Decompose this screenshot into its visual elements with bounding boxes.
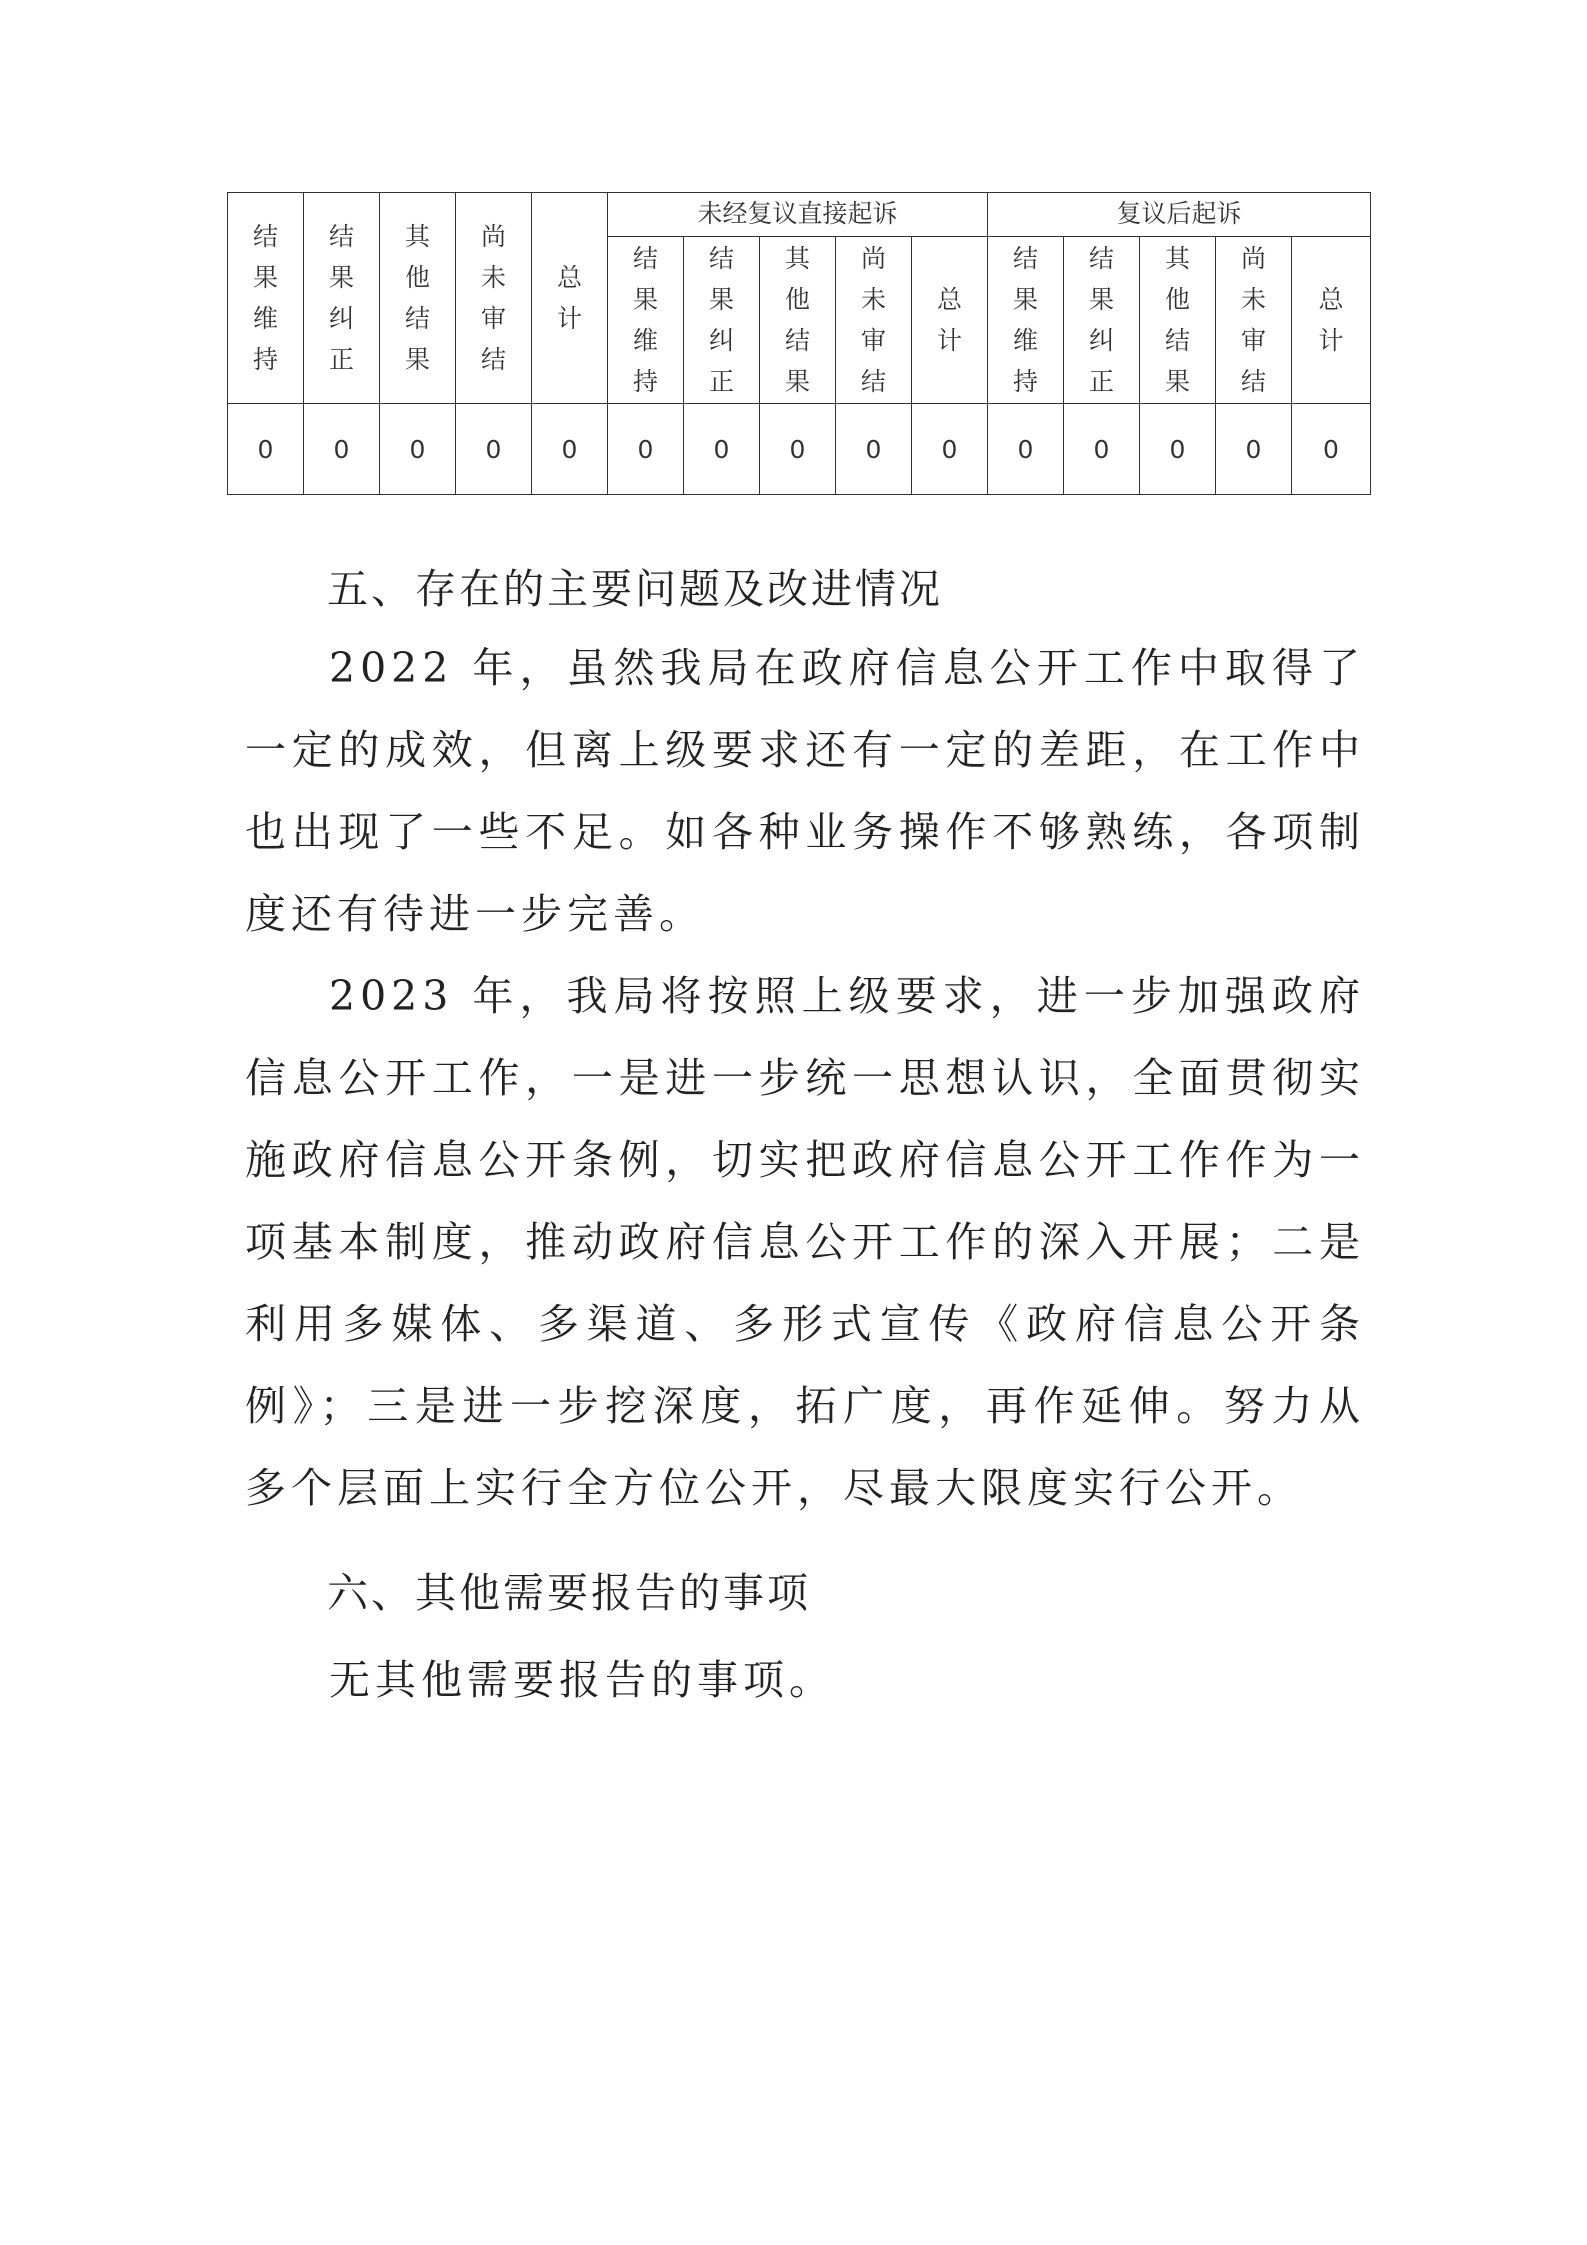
table-header-row: [228, 193, 1371, 237]
section-5-heading: 五、存在的主要问题及改进情况: [327, 565, 943, 613]
table-header-cell: 总计: [912, 236, 988, 403]
section-5-paragraph-2: 2023 年，我局将按照上级要求，进一步加强政府信息公开工作，一是进一步统一思想认识，全面贯彻实施政府信息公开条例，切实把政府信息公开工作作为一项基本制度，推动政府信息公开工作的深入开展；二是利用多媒体、多渠道、多形式宣传《政府信息公开条例》；三是进一步挖深度，拓广度，再作延伸。努力从多个层面上实行全方位公开，尽最大限度实行公开。: [245, 972, 1365, 1512]
table-header-cell: 结果维持: [608, 236, 684, 403]
table-cell: 0: [1064, 404, 1140, 495]
table-cell: 0: [608, 404, 684, 495]
table-cell: 0: [456, 404, 532, 495]
group-header-suit-after-review: 复议后起诉: [988, 193, 1371, 237]
table-cell: 0: [684, 404, 760, 495]
table-header-cell: 总计: [1292, 236, 1371, 403]
table-cell: 0: [304, 404, 380, 495]
table-header-cell: 尚未审结: [456, 193, 532, 404]
table-cell: 0: [1140, 404, 1216, 495]
table-cell: 0: [988, 404, 1064, 495]
table-cell: 0: [912, 404, 988, 495]
table-header-cell: 其他结果: [1140, 236, 1216, 403]
litigation-stats-table: [227, 192, 1371, 495]
table-cell: 0: [380, 404, 456, 495]
table-header-cell: 结果维持: [228, 193, 304, 404]
table-cell: 0: [760, 404, 836, 495]
table-header-cell: 其他结果: [760, 236, 836, 403]
table-cell: 0: [836, 404, 912, 495]
group-header-direct-suit: 未经复议直接起诉: [608, 193, 988, 237]
table-cell: 0: [228, 404, 304, 495]
table-row: [228, 404, 1371, 495]
table-header-cell: 结果纠正: [684, 236, 760, 403]
section-6-paragraph: 无其他需要报告的事项。: [329, 1656, 835, 1704]
table-header-cell: 结果维持: [988, 236, 1064, 403]
table-header-cell: 尚未审结: [836, 236, 912, 403]
table-cell: 0: [1216, 404, 1292, 495]
table-header-cell: 其他结果: [380, 193, 456, 404]
section-5-paragraph-1: 2022 年，虽然我局在政府信息公开工作中取得了一定的成效，但离上级要求还有一定的差距，在工作中也出现了一些不足。如各种业务操作不够熟练，各项制度还有待进一步完善。: [245, 644, 1365, 938]
table-header-cell: 结果纠正: [304, 193, 380, 404]
table-cell: 0: [532, 404, 608, 495]
table-header-cell: 尚未审结: [1216, 236, 1292, 403]
table-header-cell: 结果纠正: [1064, 236, 1140, 403]
section-6-heading: 六、其他需要报告的事项: [327, 1569, 811, 1617]
table-cell: 0: [1292, 404, 1371, 495]
table-header-cell: 总计: [532, 193, 608, 404]
